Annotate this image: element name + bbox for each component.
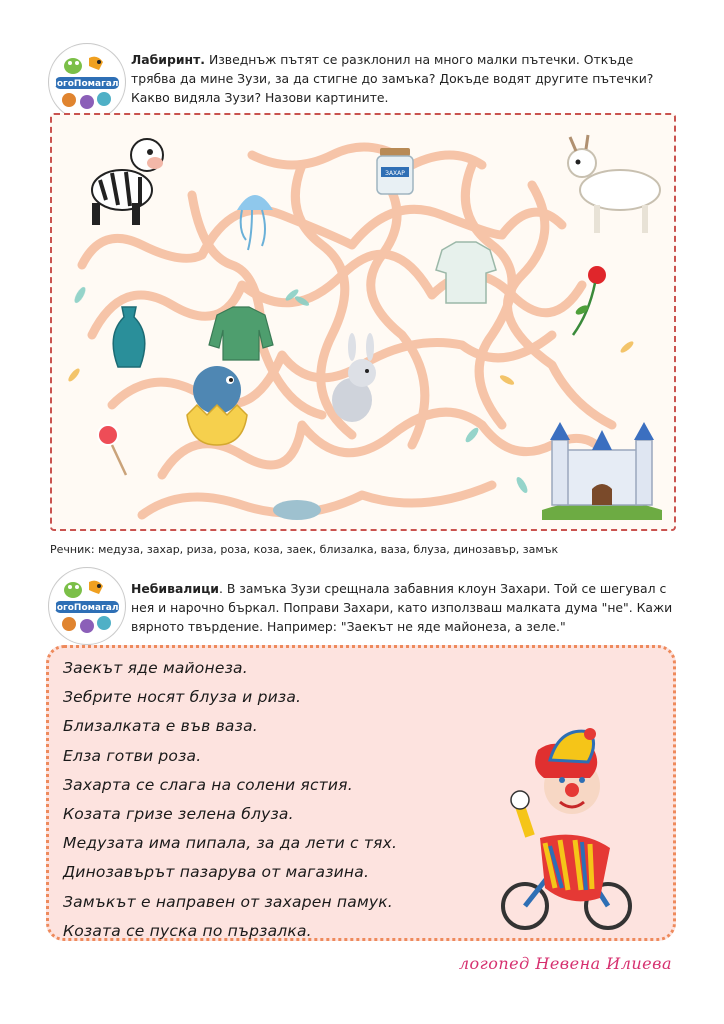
task1-body: Изведнъж пътят се разклонил на много малки пътечки. Откъде трябва да мине Зузи, за да стигне до замъка? Докъде водят другите пътечки? Какво видяла Зузи? Назови картините.: [131, 52, 654, 105]
logo-badge-2: [48, 567, 126, 645]
maze-board: [50, 113, 676, 531]
sentence-item: Захарта се слага на солени ястия.: [63, 775, 353, 794]
jellyfish-icon: [237, 195, 273, 250]
task1-title: Лабиринт.: [131, 52, 205, 67]
logo-text-2: ЛогоПомагало: [49, 603, 125, 613]
sentence-list: [63, 654, 397, 946]
task2-body: . В замъка Зузи срещнала забавния клоун Захари. Той се шегувал с нея и нарочно бъркал. Поправи Захари, като използваш малката дума "не". Кажи вярното твърдение. Например: "Заекът не яде майонеза, а зеле.": [131, 581, 673, 634]
sentence-item: Медузата има пипала, за да лети с тях.: [63, 834, 398, 853]
sugar-jar-icon: [377, 148, 413, 194]
sentence-item: Динозавърът пазарува от магазина.: [63, 863, 370, 882]
clown-on-bicycle-icon: [490, 728, 640, 937]
sentence-item: Козата гризе зелена блуза.: [63, 804, 294, 823]
maze-drawing: [52, 115, 674, 529]
dictionary-line: Речник: медуза, захар, риза, роза, коза, заек, близалка, ваза, блуза, динозавър, замък: [50, 543, 559, 556]
rose-icon: [573, 266, 606, 335]
sentence-item: Замъкът е направен от захарен памук.: [63, 892, 393, 911]
goat-icon: [568, 135, 660, 233]
castle-icon: [542, 422, 662, 520]
sentence-item: Заекът яде майонеза.: [63, 659, 248, 677]
task1-instructions: [131, 50, 677, 107]
dinosaur-icon: [187, 366, 247, 445]
sentence-item: Близалката е във ваза.: [63, 717, 258, 736]
task2-instructions: [131, 579, 677, 636]
vase-icon: [113, 307, 145, 367]
sentence-item: Елза готви роза.: [63, 746, 202, 765]
shirt-icon: [436, 242, 496, 303]
sentence-item: Зебрите носят блуза и риза.: [63, 688, 302, 707]
lollipop-icon: [98, 425, 126, 475]
jar-label: ЗАХАР: [385, 170, 405, 177]
rock-icon: [273, 500, 321, 520]
author-signature: логопед Невена Илиева: [458, 954, 672, 973]
logo-text: ЛогоПомагало: [49, 79, 125, 89]
zebra-icon: [92, 139, 163, 225]
task2-title: Небивалици: [131, 581, 219, 596]
sentence-item: Козата се пуска по пързалка.: [63, 921, 312, 940]
logo-badge: [48, 43, 126, 121]
